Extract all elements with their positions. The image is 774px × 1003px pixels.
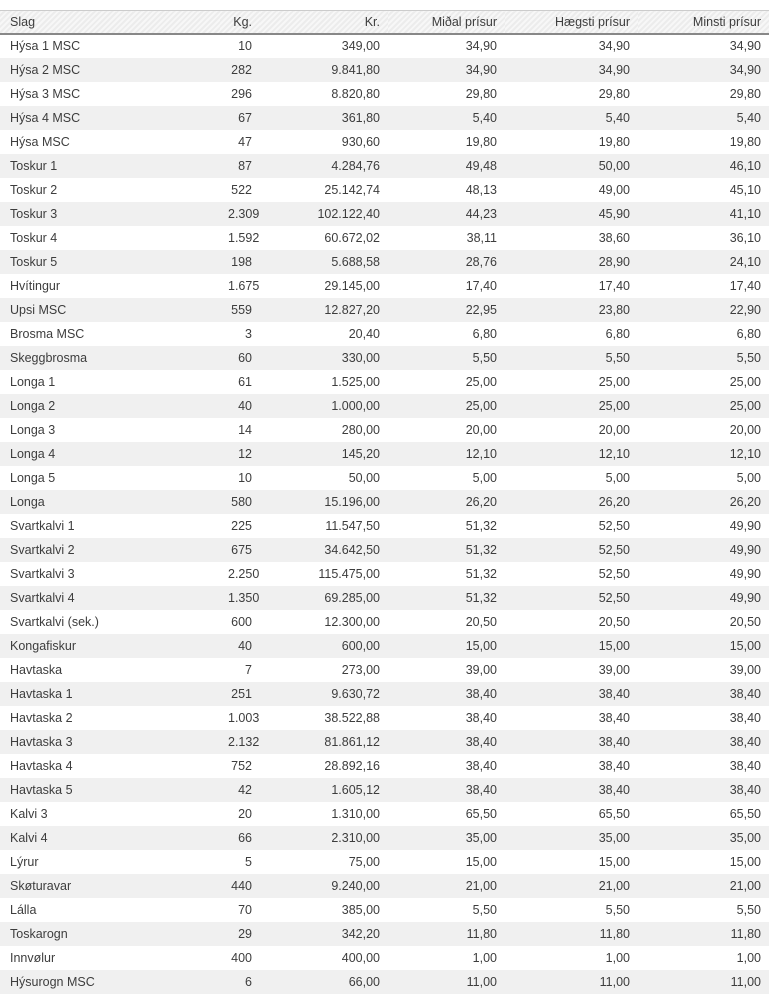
- cell-kg: 282: [220, 58, 260, 82]
- cell-minsti-prisur: 25,00: [638, 370, 769, 394]
- cell-slag: Kongafiskur: [0, 634, 220, 658]
- table-row: [0, 802, 769, 826]
- cell-slag: Toskur 1: [0, 154, 220, 178]
- cell-minsti-prisur: 41,10: [638, 202, 769, 226]
- column-header-haegsti-prisur: Hægsti prísur: [505, 11, 638, 34]
- cell-kr: 1.310,00: [260, 802, 388, 826]
- cell-haegsti-prisur: 34,90: [505, 58, 638, 82]
- cell-midal-prisur: 19,80: [388, 130, 505, 154]
- cell-kr: 361,80: [260, 106, 388, 130]
- cell-kr: 38.522,88: [260, 706, 388, 730]
- table-row: [0, 274, 769, 298]
- cell-minsti-prisur: 5,50: [638, 898, 769, 922]
- table-row: [0, 850, 769, 874]
- table-row: [0, 706, 769, 730]
- cell-haegsti-prisur: 19,80: [505, 130, 638, 154]
- table-row: [0, 610, 769, 634]
- cell-haegsti-prisur: 17,40: [505, 274, 638, 298]
- table-row: [0, 58, 769, 82]
- table-row: [0, 178, 769, 202]
- cell-kr: 930,60: [260, 130, 388, 154]
- cell-kr: 342,20: [260, 922, 388, 946]
- table-row: [0, 394, 769, 418]
- cell-slag: Hýsa 4 MSC: [0, 106, 220, 130]
- column-header-kg: Kg.: [220, 11, 260, 34]
- cell-kg: 2.250: [220, 562, 260, 586]
- cell-minsti-prisur: 5,00: [638, 466, 769, 490]
- cell-midal-prisur: 15,00: [388, 850, 505, 874]
- cell-kg: 66: [220, 826, 260, 850]
- cell-slag: Longa 3: [0, 418, 220, 442]
- cell-haegsti-prisur: 15,00: [505, 634, 638, 658]
- cell-slag: Longa 4: [0, 442, 220, 466]
- cell-kr: 280,00: [260, 418, 388, 442]
- cell-slag: Hýsa 1 MSC: [0, 34, 220, 58]
- cell-haegsti-prisur: 28,90: [505, 250, 638, 274]
- cell-midal-prisur: 5,50: [388, 898, 505, 922]
- cell-kr: 34.642,50: [260, 538, 388, 562]
- cell-kg: 40: [220, 634, 260, 658]
- cell-slag: Hýsa 3 MSC: [0, 82, 220, 106]
- cell-midal-prisur: 34,90: [388, 58, 505, 82]
- cell-minsti-prisur: 49,90: [638, 562, 769, 586]
- cell-slag: Kalvi 3: [0, 802, 220, 826]
- cell-midal-prisur: 38,40: [388, 730, 505, 754]
- cell-haegsti-prisur: 12,10: [505, 442, 638, 466]
- cell-minsti-prisur: 21,00: [638, 874, 769, 898]
- cell-minsti-prisur: 49,90: [638, 514, 769, 538]
- table-row: [0, 586, 769, 610]
- cell-haegsti-prisur: 11,80: [505, 922, 638, 946]
- cell-haegsti-prisur: 38,40: [505, 682, 638, 706]
- cell-haegsti-prisur: 38,40: [505, 706, 638, 730]
- cell-midal-prisur: 11,00: [388, 970, 505, 994]
- column-header-slag: Slag: [0, 11, 220, 34]
- cell-kr: 1.605,12: [260, 778, 388, 802]
- cell-minsti-prisur: 45,10: [638, 178, 769, 202]
- cell-slag: Havtaska 3: [0, 730, 220, 754]
- cell-kr: 5.688,58: [260, 250, 388, 274]
- cell-kr: 69.285,00: [260, 586, 388, 610]
- cell-haegsti-prisur: 34,90: [505, 34, 638, 58]
- cell-slag: Havtaska: [0, 658, 220, 682]
- table-row: [0, 826, 769, 850]
- cell-slag: Skøturavar: [0, 874, 220, 898]
- cell-minsti-prisur: 12,10: [638, 442, 769, 466]
- cell-haegsti-prisur: 5,40: [505, 106, 638, 130]
- cell-slag: Longa 1: [0, 370, 220, 394]
- cell-kr: 400,00: [260, 946, 388, 970]
- cell-kg: 296: [220, 82, 260, 106]
- cell-slag: Longa: [0, 490, 220, 514]
- cell-minsti-prisur: 19,80: [638, 130, 769, 154]
- cell-kr: 20,40: [260, 322, 388, 346]
- cell-slag: Toskur 3: [0, 202, 220, 226]
- table-row: [0, 778, 769, 802]
- cell-midal-prisur: 48,13: [388, 178, 505, 202]
- cell-midal-prisur: 51,32: [388, 514, 505, 538]
- cell-haegsti-prisur: 52,50: [505, 562, 638, 586]
- table-row: [0, 634, 769, 658]
- table-row: [0, 874, 769, 898]
- table-body: [0, 34, 769, 994]
- cell-kg: 198: [220, 250, 260, 274]
- cell-kg: 47: [220, 130, 260, 154]
- cell-minsti-prisur: 20,50: [638, 610, 769, 634]
- cell-minsti-prisur: 6,80: [638, 322, 769, 346]
- cell-kr: 28.892,16: [260, 754, 388, 778]
- cell-midal-prisur: 38,40: [388, 754, 505, 778]
- cell-slag: Skeggbrosma: [0, 346, 220, 370]
- cell-kr: 25.142,74: [260, 178, 388, 202]
- cell-midal-prisur: 51,32: [388, 562, 505, 586]
- cell-haegsti-prisur: 39,00: [505, 658, 638, 682]
- cell-kg: 1.592: [220, 226, 260, 250]
- table-row: [0, 922, 769, 946]
- table-row: [0, 202, 769, 226]
- cell-haegsti-prisur: 25,00: [505, 394, 638, 418]
- cell-kr: 8.820,80: [260, 82, 388, 106]
- cell-midal-prisur: 5,00: [388, 466, 505, 490]
- cell-kg: 522: [220, 178, 260, 202]
- table-row: [0, 346, 769, 370]
- cell-midal-prisur: 38,40: [388, 778, 505, 802]
- cell-haegsti-prisur: 45,90: [505, 202, 638, 226]
- cell-slag: Hýsa 2 MSC: [0, 58, 220, 82]
- cell-kr: 9.630,72: [260, 682, 388, 706]
- cell-kr: 102.122,40: [260, 202, 388, 226]
- table-row: [0, 730, 769, 754]
- table-row: [0, 106, 769, 130]
- cell-haegsti-prisur: 6,80: [505, 322, 638, 346]
- cell-haegsti-prisur: 52,50: [505, 538, 638, 562]
- cell-minsti-prisur: 1,00: [638, 946, 769, 970]
- cell-kr: 29.145,00: [260, 274, 388, 298]
- cell-kg: 70: [220, 898, 260, 922]
- cell-haegsti-prisur: 50,00: [505, 154, 638, 178]
- table-row: [0, 226, 769, 250]
- cell-minsti-prisur: 35,00: [638, 826, 769, 850]
- cell-slag: Longa 5: [0, 466, 220, 490]
- cell-kg: 14: [220, 418, 260, 442]
- cell-slag: Havtaska 5: [0, 778, 220, 802]
- cell-slag: Longa 2: [0, 394, 220, 418]
- cell-kr: 9.240,00: [260, 874, 388, 898]
- table-row: [0, 490, 769, 514]
- cell-slag: Svartkalvi 2: [0, 538, 220, 562]
- cell-midal-prisur: 17,40: [388, 274, 505, 298]
- cell-midal-prisur: 12,10: [388, 442, 505, 466]
- cell-midal-prisur: 20,50: [388, 610, 505, 634]
- table-row: [0, 754, 769, 778]
- cell-slag: Svartkalvi (sek.): [0, 610, 220, 634]
- table-row: [0, 658, 769, 682]
- cell-minsti-prisur: 38,40: [638, 706, 769, 730]
- cell-minsti-prisur: 38,40: [638, 730, 769, 754]
- cell-haegsti-prisur: 1,00: [505, 946, 638, 970]
- table-row: [0, 970, 769, 994]
- cell-kg: 225: [220, 514, 260, 538]
- cell-haegsti-prisur: 29,80: [505, 82, 638, 106]
- cell-kr: 600,00: [260, 634, 388, 658]
- cell-slag: Havtaska 2: [0, 706, 220, 730]
- column-header-kr: Kr.: [260, 11, 388, 34]
- cell-haegsti-prisur: 11,00: [505, 970, 638, 994]
- table-header: [0, 11, 769, 34]
- cell-haegsti-prisur: 5,50: [505, 346, 638, 370]
- cell-midal-prisur: 51,32: [388, 586, 505, 610]
- cell-kr: 349,00: [260, 34, 388, 58]
- cell-minsti-prisur: 36,10: [638, 226, 769, 250]
- cell-slag: Svartkalvi 1: [0, 514, 220, 538]
- cell-kr: 60.672,02: [260, 226, 388, 250]
- cell-midal-prisur: 15,00: [388, 634, 505, 658]
- cell-slag: Havtaska 4: [0, 754, 220, 778]
- cell-haegsti-prisur: 52,50: [505, 586, 638, 610]
- table-row: [0, 82, 769, 106]
- cell-slag: Lálla: [0, 898, 220, 922]
- cell-kg: 440: [220, 874, 260, 898]
- cell-kg: 400: [220, 946, 260, 970]
- table-row: [0, 514, 769, 538]
- cell-haegsti-prisur: 23,80: [505, 298, 638, 322]
- cell-haegsti-prisur: 20,50: [505, 610, 638, 634]
- cell-midal-prisur: 29,80: [388, 82, 505, 106]
- cell-kr: 11.547,50: [260, 514, 388, 538]
- cell-midal-prisur: 20,00: [388, 418, 505, 442]
- cell-kg: 61: [220, 370, 260, 394]
- cell-haegsti-prisur: 38,40: [505, 754, 638, 778]
- cell-slag: Svartkalvi 3: [0, 562, 220, 586]
- cell-slag: Hýsurogn MSC: [0, 970, 220, 994]
- cell-minsti-prisur: 26,20: [638, 490, 769, 514]
- cell-midal-prisur: 34,90: [388, 34, 505, 58]
- table-row: [0, 298, 769, 322]
- cell-haegsti-prisur: 35,00: [505, 826, 638, 850]
- cell-kg: 559: [220, 298, 260, 322]
- cell-slag: Hýsa MSC: [0, 130, 220, 154]
- cell-haegsti-prisur: 15,00: [505, 850, 638, 874]
- cell-kg: 5: [220, 850, 260, 874]
- cell-midal-prisur: 35,00: [388, 826, 505, 850]
- cell-midal-prisur: 39,00: [388, 658, 505, 682]
- cell-slag: Svartkalvi 4: [0, 586, 220, 610]
- cell-minsti-prisur: 38,40: [638, 754, 769, 778]
- table-row: [0, 538, 769, 562]
- cell-midal-prisur: 5,40: [388, 106, 505, 130]
- cell-kg: 6: [220, 970, 260, 994]
- column-header-minsti-prisur: Minsti prísur: [638, 11, 769, 34]
- cell-kg: 29: [220, 922, 260, 946]
- cell-midal-prisur: 38,40: [388, 706, 505, 730]
- cell-minsti-prisur: 25,00: [638, 394, 769, 418]
- column-header-midal-prisur: Miðal prísur: [388, 11, 505, 34]
- cell-kg: 251: [220, 682, 260, 706]
- cell-slag: Toskur 4: [0, 226, 220, 250]
- cell-midal-prisur: 1,00: [388, 946, 505, 970]
- cell-haegsti-prisur: 20,00: [505, 418, 638, 442]
- cell-midal-prisur: 26,20: [388, 490, 505, 514]
- cell-haegsti-prisur: 5,00: [505, 466, 638, 490]
- cell-kr: 4.284,76: [260, 154, 388, 178]
- cell-haegsti-prisur: 52,50: [505, 514, 638, 538]
- table-row: [0, 682, 769, 706]
- cell-minsti-prisur: 11,00: [638, 970, 769, 994]
- table-row: [0, 250, 769, 274]
- cell-midal-prisur: 28,76: [388, 250, 505, 274]
- cell-haegsti-prisur: 65,50: [505, 802, 638, 826]
- cell-kg: 580: [220, 490, 260, 514]
- cell-kr: 1.525,00: [260, 370, 388, 394]
- cell-kg: 40: [220, 394, 260, 418]
- cell-midal-prisur: 5,50: [388, 346, 505, 370]
- cell-midal-prisur: 6,80: [388, 322, 505, 346]
- cell-kg: 7: [220, 658, 260, 682]
- cell-midal-prisur: 22,95: [388, 298, 505, 322]
- cell-midal-prisur: 44,23: [388, 202, 505, 226]
- cell-kr: 1.000,00: [260, 394, 388, 418]
- cell-kr: 145,20: [260, 442, 388, 466]
- cell-slag: Kalvi 4: [0, 826, 220, 850]
- table-row: [0, 562, 769, 586]
- cell-kg: 67: [220, 106, 260, 130]
- cell-midal-prisur: 25,00: [388, 370, 505, 394]
- cell-kr: 12.300,00: [260, 610, 388, 634]
- cell-kr: 330,00: [260, 346, 388, 370]
- cell-kr: 273,00: [260, 658, 388, 682]
- cell-slag: Hvítingur: [0, 274, 220, 298]
- table-row: [0, 898, 769, 922]
- cell-kg: 87: [220, 154, 260, 178]
- cell-minsti-prisur: 15,00: [638, 850, 769, 874]
- cell-slag: Upsi MSC: [0, 298, 220, 322]
- cell-midal-prisur: 11,80: [388, 922, 505, 946]
- cell-minsti-prisur: 5,40: [638, 106, 769, 130]
- cell-minsti-prisur: 38,40: [638, 682, 769, 706]
- cell-haegsti-prisur: 25,00: [505, 370, 638, 394]
- cell-slag: Innvølur: [0, 946, 220, 970]
- table-row: [0, 370, 769, 394]
- cell-slag: Toskur 2: [0, 178, 220, 202]
- cell-kg: 2.132: [220, 730, 260, 754]
- cell-minsti-prisur: 29,80: [638, 82, 769, 106]
- cell-minsti-prisur: 49,90: [638, 538, 769, 562]
- cell-kg: 10: [220, 34, 260, 58]
- cell-minsti-prisur: 39,00: [638, 658, 769, 682]
- cell-haegsti-prisur: 26,20: [505, 490, 638, 514]
- cell-kr: 75,00: [260, 850, 388, 874]
- cell-kr: 115.475,00: [260, 562, 388, 586]
- cell-haegsti-prisur: 5,50: [505, 898, 638, 922]
- header-row: [0, 11, 769, 34]
- cell-slag: Havtaska 1: [0, 682, 220, 706]
- cell-haegsti-prisur: 38,60: [505, 226, 638, 250]
- table-row: [0, 322, 769, 346]
- cell-kg: 2.309: [220, 202, 260, 226]
- cell-minsti-prisur: 15,00: [638, 634, 769, 658]
- cell-minsti-prisur: 17,40: [638, 274, 769, 298]
- cell-slag: Toskur 5: [0, 250, 220, 274]
- cell-midal-prisur: 21,00: [388, 874, 505, 898]
- cell-kg: 60: [220, 346, 260, 370]
- cell-minsti-prisur: 20,00: [638, 418, 769, 442]
- cell-minsti-prisur: 49,90: [638, 586, 769, 610]
- cell-minsti-prisur: 22,90: [638, 298, 769, 322]
- table-row: [0, 154, 769, 178]
- fish-price-table: [0, 10, 769, 994]
- cell-midal-prisur: 38,40: [388, 682, 505, 706]
- cell-haegsti-prisur: 21,00: [505, 874, 638, 898]
- cell-minsti-prisur: 38,40: [638, 778, 769, 802]
- cell-kg: 3: [220, 322, 260, 346]
- cell-haegsti-prisur: 38,40: [505, 730, 638, 754]
- cell-haegsti-prisur: 38,40: [505, 778, 638, 802]
- cell-midal-prisur: 65,50: [388, 802, 505, 826]
- table-row: [0, 442, 769, 466]
- cell-kr: 12.827,20: [260, 298, 388, 322]
- cell-midal-prisur: 38,11: [388, 226, 505, 250]
- cell-haegsti-prisur: 49,00: [505, 178, 638, 202]
- cell-minsti-prisur: 24,10: [638, 250, 769, 274]
- table-row: [0, 946, 769, 970]
- cell-kg: 752: [220, 754, 260, 778]
- table-row: [0, 34, 769, 58]
- cell-minsti-prisur: 46,10: [638, 154, 769, 178]
- cell-minsti-prisur: 34,90: [638, 34, 769, 58]
- cell-kg: 1.350: [220, 586, 260, 610]
- cell-kr: 15.196,00: [260, 490, 388, 514]
- cell-midal-prisur: 49,48: [388, 154, 505, 178]
- cell-kg: 1.003: [220, 706, 260, 730]
- cell-kg: 12: [220, 442, 260, 466]
- cell-midal-prisur: 25,00: [388, 394, 505, 418]
- cell-kg: 20: [220, 802, 260, 826]
- cell-kg: 1.675: [220, 274, 260, 298]
- cell-minsti-prisur: 5,50: [638, 346, 769, 370]
- cell-kr: 9.841,80: [260, 58, 388, 82]
- cell-kr: 81.861,12: [260, 730, 388, 754]
- cell-minsti-prisur: 65,50: [638, 802, 769, 826]
- cell-kr: 2.310,00: [260, 826, 388, 850]
- cell-slag: Toskarogn: [0, 922, 220, 946]
- cell-kg: 675: [220, 538, 260, 562]
- cell-midal-prisur: 51,32: [388, 538, 505, 562]
- cell-kg: 10: [220, 466, 260, 490]
- cell-kg: 42: [220, 778, 260, 802]
- cell-slag: Brosma MSC: [0, 322, 220, 346]
- cell-kr: 385,00: [260, 898, 388, 922]
- cell-kg: 600: [220, 610, 260, 634]
- cell-slag: Lýrur: [0, 850, 220, 874]
- cell-kr: 66,00: [260, 970, 388, 994]
- cell-kr: 50,00: [260, 466, 388, 490]
- table-row: [0, 418, 769, 442]
- table-row: [0, 130, 769, 154]
- cell-minsti-prisur: 34,90: [638, 58, 769, 82]
- table-row: [0, 466, 769, 490]
- cell-minsti-prisur: 11,80: [638, 922, 769, 946]
